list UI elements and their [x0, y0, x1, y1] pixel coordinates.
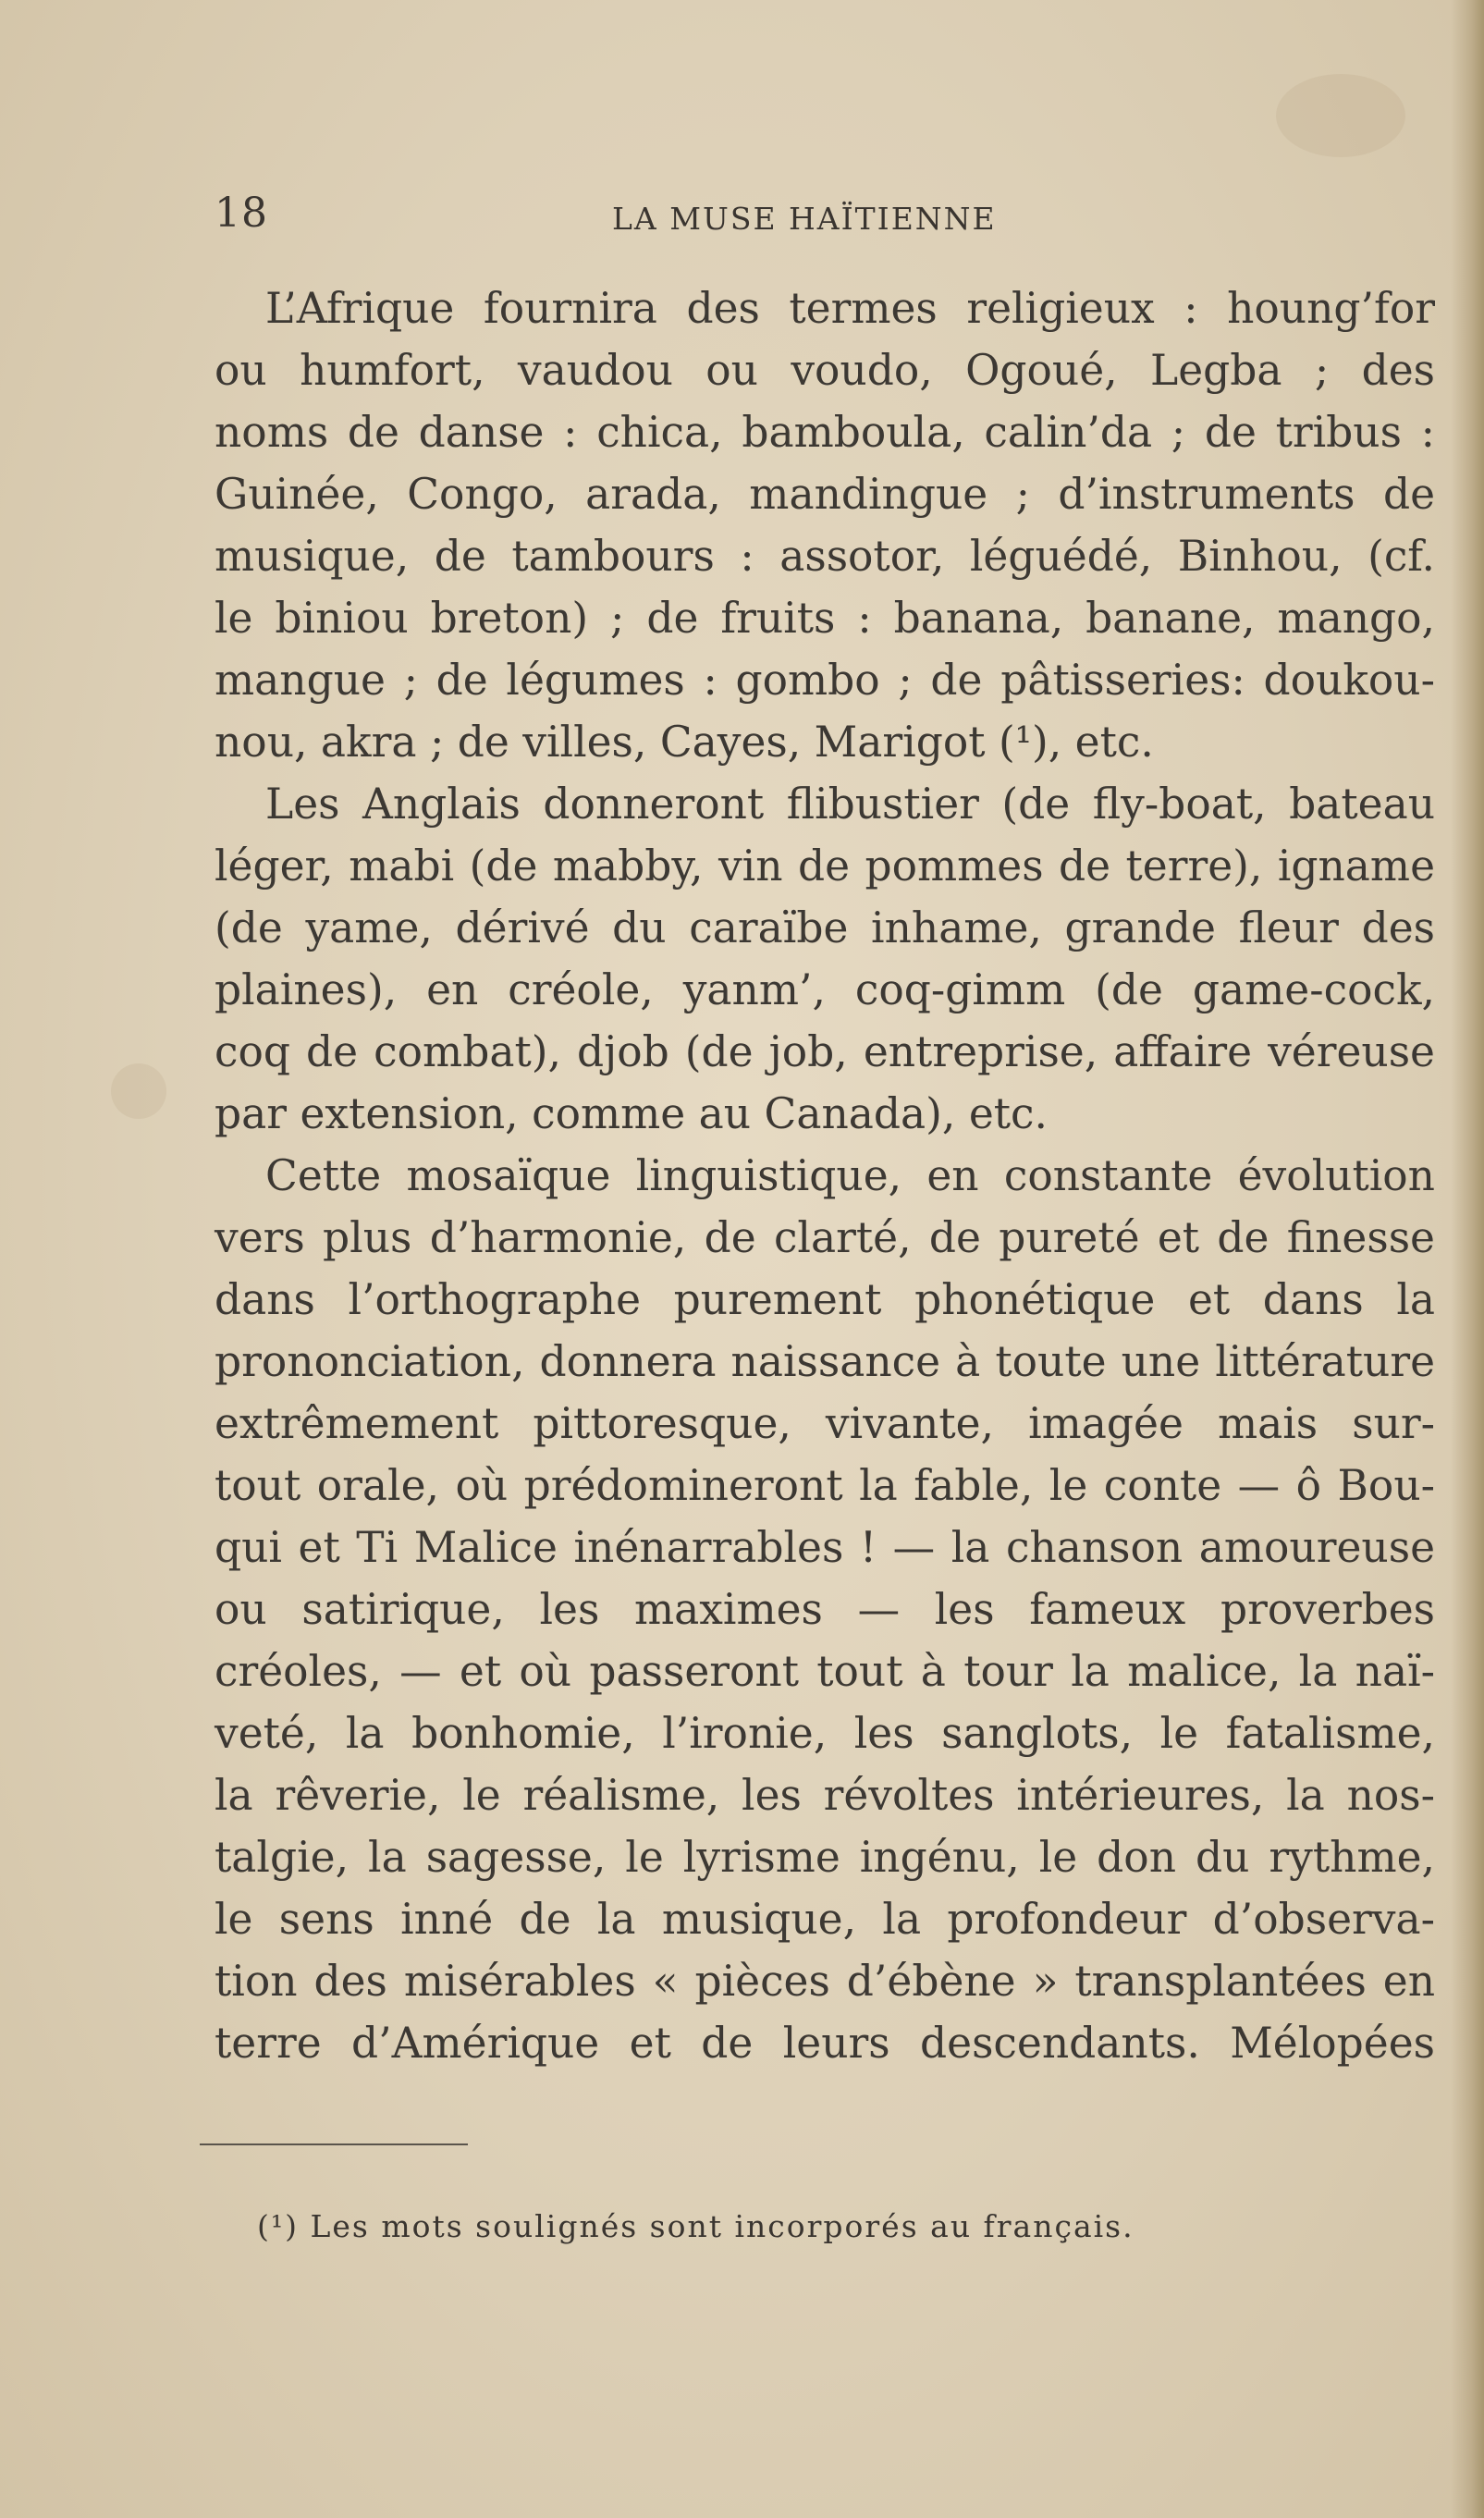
- text-line: par extension, comme au Canada), etc.: [215, 1089, 1049, 1138]
- text-line: extrêmement pittoresque, vivante, imagée mais sur-: [215, 1399, 1435, 1448]
- text-line: le sens inné de la musique, la profondeur d’observa-: [215, 1895, 1435, 1944]
- text-line: veté, la bonhomie, l’ironie, les sanglots, le fatalisme,: [215, 1709, 1435, 1758]
- text-line: musique, de tambours : assotor, léguédé, Binhou, (cf.: [215, 532, 1435, 581]
- text-line: terre d’Amérique et de leurs descendants. Mélopées: [215, 2019, 1435, 2068]
- text-line: plaines), en créole, yanm’, coq-gimm (de game-cock,: [215, 965, 1435, 1014]
- text-line: noms de danse : chica, bamboula, calin’da ; de tribus :: [215, 408, 1435, 457]
- text-line: ou humfort, vaudou ou voudo, Ogoué, Legba ; des: [215, 346, 1435, 395]
- footnote: (¹) Les mots soulignés sont incorporés au français.: [257, 2208, 1134, 2244]
- page-header: [215, 190, 1428, 245]
- text-line: Les Anglais donneront flibustier (de fly-boat, bateau: [265, 780, 1435, 829]
- text-line: coq de combat), djob (de job, entreprise, affaire véreuse: [215, 1027, 1435, 1076]
- running-title: LA MUSE HAÏTIENNE: [612, 201, 997, 237]
- text-line: talgie, la sagesse, le lyrisme ingénu, le don du rythme,: [215, 1833, 1435, 1882]
- text-line: qui et Ti Malice inénarrables ! — la chanson amoureuse: [215, 1523, 1435, 1572]
- text-line: créoles, — et où passeront tout à tour la malice, la naï-: [215, 1647, 1435, 1696]
- text-line: le biniou breton) ; de fruits : banana, banane, mango,: [215, 594, 1435, 643]
- footnote-divider: [200, 2143, 468, 2145]
- paper-stain: [1276, 74, 1405, 157]
- text-line: L’Afrique fournira des termes religieux : houng’for: [265, 284, 1435, 333]
- text-line: tion des misérables « pièces d’ébène » transplantées en: [215, 1957, 1435, 2006]
- text-line: (de yame, dérivé du caraïbe inhame, grande fleur des: [215, 903, 1435, 952]
- text-line: Cette mosaïque linguistique, en constante évolution: [265, 1151, 1435, 1200]
- text-line: ou satirique, les maximes — les fameux proverbes: [215, 1585, 1435, 1634]
- text-line: léger, mabi (de mabby, vin de pommes de terre), igname: [215, 841, 1435, 891]
- text-line: Guinée, Congo, arada, mandingue ; d’instruments de: [215, 470, 1435, 519]
- paper-stain: [111, 1063, 166, 1119]
- body-text: [215, 277, 1435, 2074]
- text-line: tout orale, où prédomineront la fable, le conte — ô Bou-: [215, 1461, 1435, 1510]
- text-line: prononciation, donnera naissance à toute une littérature: [215, 1337, 1435, 1386]
- page-edge-shadow: [1451, 0, 1484, 2518]
- text-line: mangue ; de légumes : gombo ; de pâtisseries: doukou-: [215, 656, 1435, 705]
- text-line: la rêverie, le réalisme, les révoltes intérieures, la nos-: [215, 1771, 1435, 1820]
- text-line: nou, akra ; de villes, Cayes, Marigot (¹), etc.: [215, 718, 1154, 767]
- text-line: dans l’orthographe purement phonétique et dans la: [215, 1275, 1435, 1324]
- text-line: vers plus d’harmonie, de clarté, de pureté et de finesse: [215, 1213, 1435, 1262]
- page-number: 18: [215, 190, 268, 237]
